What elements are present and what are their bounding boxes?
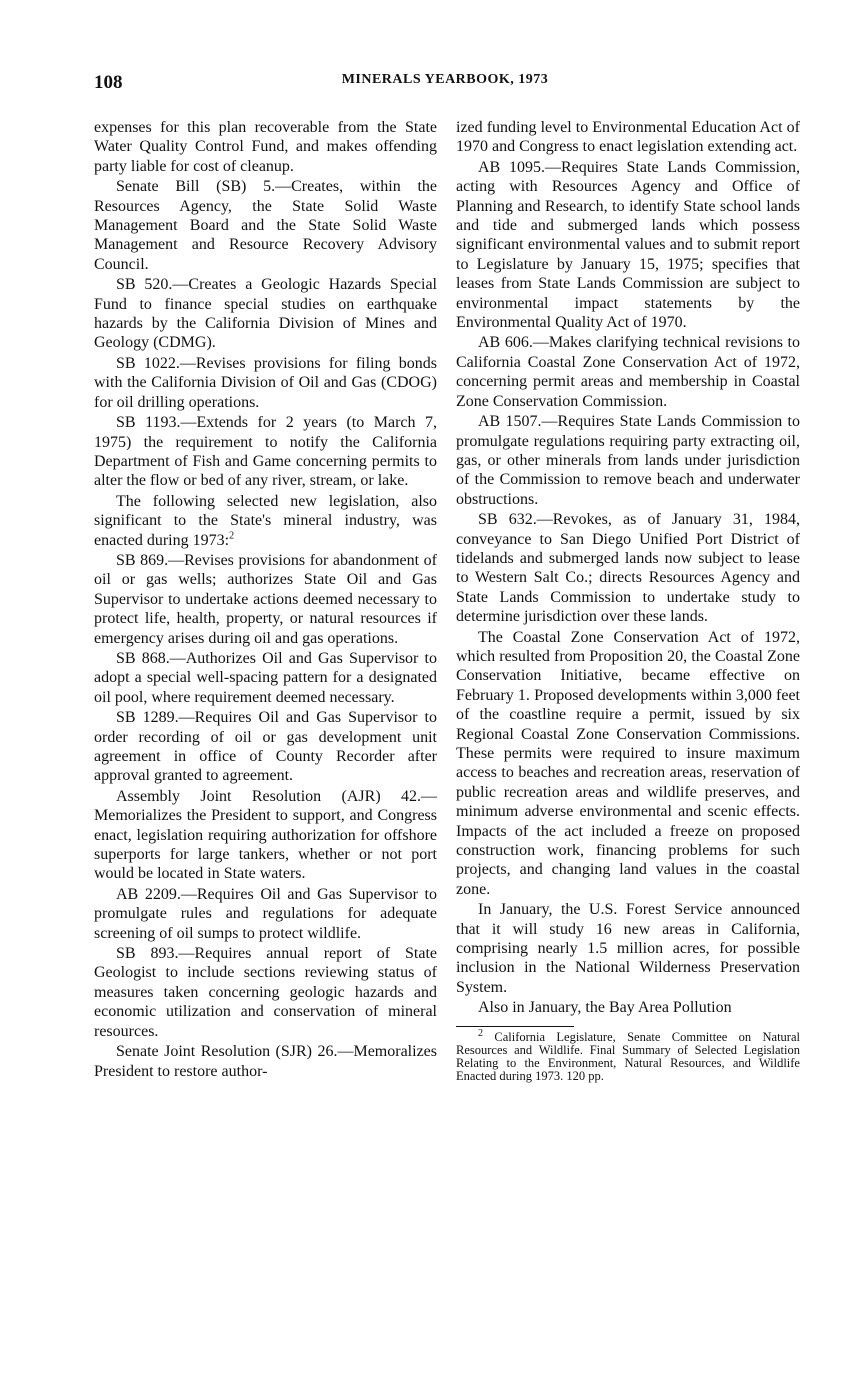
paragraph: Senate Joint Resolution (SJR) 26.—Memoralizes President to restore author-: [94, 1043, 437, 1080]
footnote-reference: 2: [229, 530, 235, 542]
right-column: [456, 118, 800, 1084]
footnote-text: California Legislature, Senate Committee on Natural Resources and Wildlife. Final Summary of Selected Legislation Relating to the Environment, Natural Resources, and Wildlife Enacted during 1973. 120 pp.: [456, 1029, 800, 1083]
paragraph: The Coastal Zone Conservation Act of 1972, which resulted from Proposition 20, the Coastal Zone Conservation Initiative, became effective on February 1. Proposed developments within 3,000 feet of the coastline require a permit, issued by six Regional Coastal Zone Conservation Commissions. These permits were required to insure maximum access to beaches and recreation areas, reservation of public recreation areas and wildlife preserves, and minimum adverse environmental and scenic effects. Impacts of the act included a freeze on proposed construction work, financing problems for such projects, and changing land values in the coastal zone.: [456, 628, 800, 898]
paragraph: SB 893.—Requires annual report of State Geologist to include sections reviewing status of measures taken concerning geologic hazards and economic utilization and conservation of mineral resources.: [94, 945, 437, 1040]
paragraph: Also in January, the Bay Area Pollution: [478, 999, 732, 1017]
paragraph: SB 1193.—Extends for 2 years (to March 7, 1975) the requirement to notify the California Department of Fish and Game concerning permits to alter the flow or bed of any river, stream, or lake.: [94, 414, 437, 490]
paragraph: AB 606.—Makes clarifying technical revisions to California Coastal Zone Conservation Act of 1972, concerning permit areas and membership in Coastal Zone Conservation Commission.: [456, 334, 800, 410]
paragraph: AB 1095.—Requires State Lands Commission, acting with Resources Agency and Office of Planning and Research, to identify State school lands and tide and submerged lands which possess significant environmental values and to submit report to Legislature by January 15, 1975; specifies that leases from State Lands Commission are subject to environmental impact statements by the Environmental Quality Act of 1970.: [456, 158, 800, 332]
paragraph: expenses for this plan recoverable from the State Water Quality Control Fund, and makes offending party liable for cost of cleanup.: [94, 119, 437, 175]
paragraph-with-footnote-ref: [94, 492, 437, 550]
footnote-divider: [456, 1026, 574, 1027]
paragraph: AB 1507.—Requires State Lands Commission to promulgate regulations requiring party extracting oil, gas, or other minerals from lands under jurisdiction of the Commission to remove beach and underwater obstructions.: [456, 413, 800, 508]
paragraph: Assembly Joint Resolution (AJR) 42.—Memorializes the President to support, and Congress enact, legislation requiring authorization for offshore superports for large tankers, whether or not port would be located in State waters.: [94, 787, 437, 883]
page-number: 108: [94, 72, 123, 93]
paragraph: SB 869.—Revises provisions for abandonment of oil or gas wells; authorizes State Oil and Gas Supervisor to undertake actions deemed necessary to protect life, health, property, or natural resources if emergency arises during oil and gas operations.: [94, 551, 437, 647]
footnote: [456, 1027, 800, 1083]
left-column: [94, 118, 437, 1082]
paragraph-text: The following selected new legislation, also significant to the State's mineral industry, was enacted during 1973:: [94, 492, 437, 549]
running-head: MINERALS YEARBOOK, 1973: [341, 72, 549, 87]
paragraph: AB 2209.—Requires Oil and Gas Supervisor to promulgate rules and regulations for adequate screening of oil sumps to protect wildlife.: [94, 885, 437, 942]
footnote-marker: 2: [478, 1027, 483, 1039]
paragraph: SB 520.—Creates a Geologic Hazards Special Fund to finance special studies on earthquake hazards by the California Division of Mines and Geology (CDMG).: [94, 276, 437, 352]
paragraph: Senate Bill (SB) 5.—Creates, within the Resources Agency, the State Solid Waste Management Board and the State Solid Waste Management and Resource Recovery Advisory Council.: [94, 178, 437, 273]
paragraph: SB 868.—Authorizes Oil and Gas Supervisor to adopt a special well-spacing pattern for a designated oil pool, where requirement deemed necessary.: [94, 649, 437, 706]
paragraph: In January, the U.S. Forest Service announced that it will study 16 new areas in California, comprising nearly 1.5 million acres, for possible inclusion in the National Wilderness Preservation System.: [456, 901, 800, 996]
paragraph: SB 1289.—Requires Oil and Gas Supervisor to order recording of oil or gas development unit agreement in office of County Recorder after approval granted to agreement.: [94, 709, 437, 785]
paragraph: ized funding level to Environmental Education Act of 1970 and Congress to enact legislation extending act.: [456, 119, 800, 156]
paragraph: SB 1022.—Revises provisions for filing bonds with the California Division of Oil and Gas (CDOG) for oil drilling operations.: [94, 354, 437, 411]
paragraph: SB 632.—Revokes, as of January 31, 1984, conveyance to San Diego Unified Port District of tidelands and submerged lands now subject to lease to Western Salt Co.; directs Resources Agency and State Lands Commission to undertake study to determine jurisdiction over these lands.: [456, 511, 800, 626]
